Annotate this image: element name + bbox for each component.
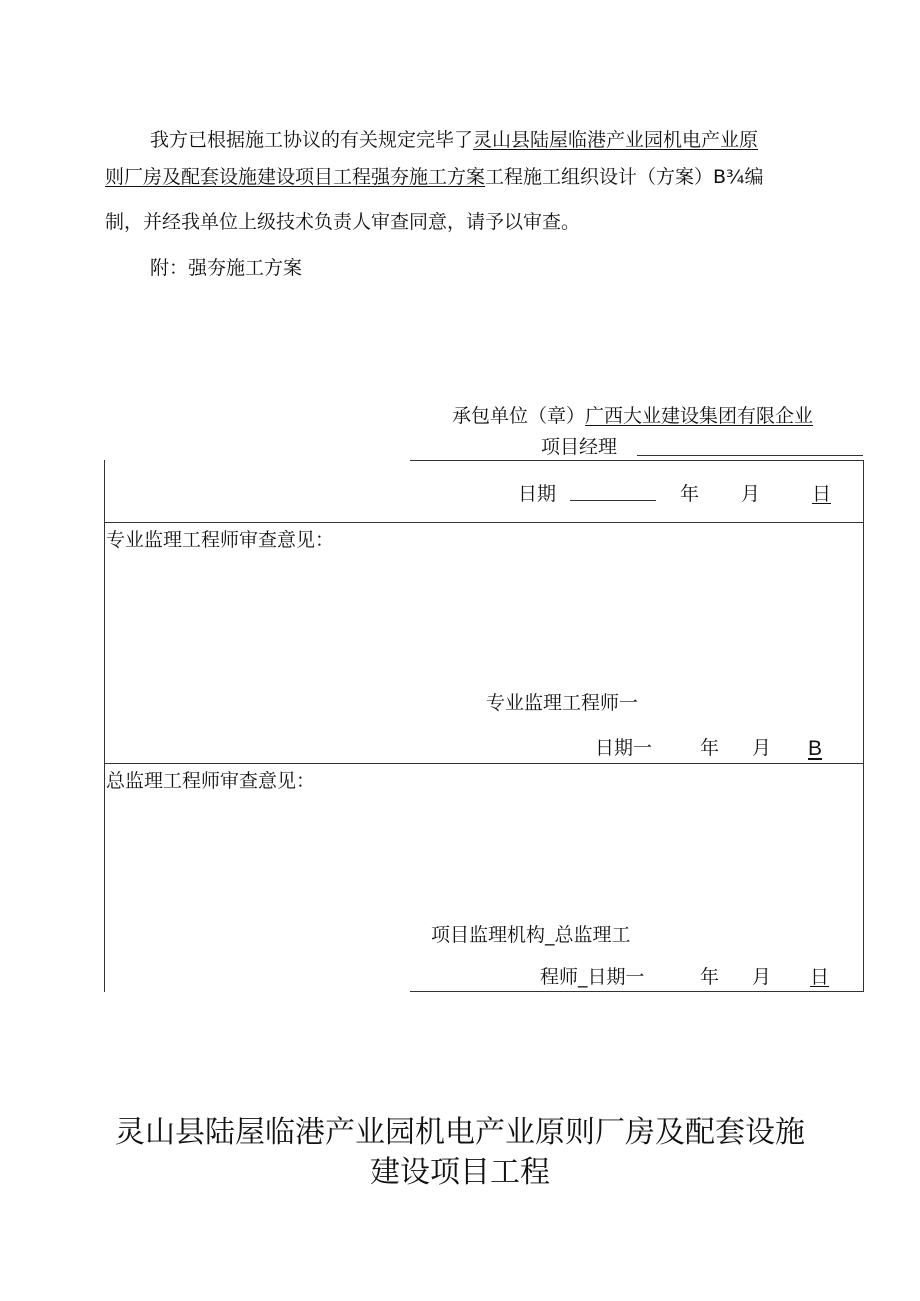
chief-month: 月 bbox=[752, 966, 772, 988]
contractor-name: 广西大业建设集团有限企业 bbox=[585, 405, 814, 427]
contractor-label: 承包单位（章） bbox=[452, 405, 586, 427]
footer-title-line-2: 建设项目工程 bbox=[370, 1155, 550, 1190]
chief-signature-line-2: 程师_日期一 bbox=[540, 966, 645, 988]
specialist-heading: 专业监理工程师审查意见： bbox=[106, 529, 335, 551]
intro-prefix: 我方已根据施工协议的有关规定完毕了 bbox=[150, 129, 474, 151]
project-name-part-1: 灵山县陆屋临港产业园机电产业原 bbox=[473, 129, 759, 151]
intro-suffix: 工程施工组织设计（方案）B¾编 bbox=[485, 166, 764, 188]
table-right-border bbox=[863, 460, 864, 992]
footer-title-line-1: 灵山县陆屋临港产业园机电产业原则厂房及配套设施 bbox=[115, 1115, 805, 1150]
intro-line-2 bbox=[105, 159, 763, 196]
chief-day: 日 bbox=[810, 966, 830, 988]
contractor-month: 月 bbox=[741, 483, 761, 505]
specialist-month: 月 bbox=[752, 737, 772, 759]
table-left-border bbox=[104, 460, 105, 992]
specialist-year: 年 bbox=[700, 737, 720, 759]
specialist-date-label: 日期一 bbox=[595, 737, 653, 759]
intro-line-3: 制，并经我单位上级技术负责人审查同意，请予以审查。 bbox=[105, 211, 581, 233]
specialist-day: B bbox=[808, 737, 823, 760]
attachment-line: 附：强夯施工方案 bbox=[150, 257, 303, 279]
specialist-signature: 专业监理工程师一 bbox=[486, 692, 639, 714]
contractor-date-blank bbox=[570, 500, 656, 501]
contractor-date-label: 日期 bbox=[518, 483, 557, 505]
manager-label: 项目经理 bbox=[541, 436, 618, 458]
chief-heading: 总监理工程师审查意见： bbox=[106, 770, 316, 792]
project-name-part-2: 则厂房及配套设施建设项目工程强夯施工方案 bbox=[105, 166, 486, 188]
contractor-year: 年 bbox=[680, 483, 700, 505]
contractor-line bbox=[452, 398, 813, 435]
chief-year: 年 bbox=[700, 966, 720, 988]
manager-signature-line bbox=[637, 455, 863, 456]
intro-line-1 bbox=[150, 122, 758, 159]
contractor-day: 日 bbox=[812, 483, 832, 505]
chief-signature-line-1: 项目监理机构_总监理工 bbox=[431, 924, 631, 946]
table-top-border bbox=[410, 460, 864, 461]
